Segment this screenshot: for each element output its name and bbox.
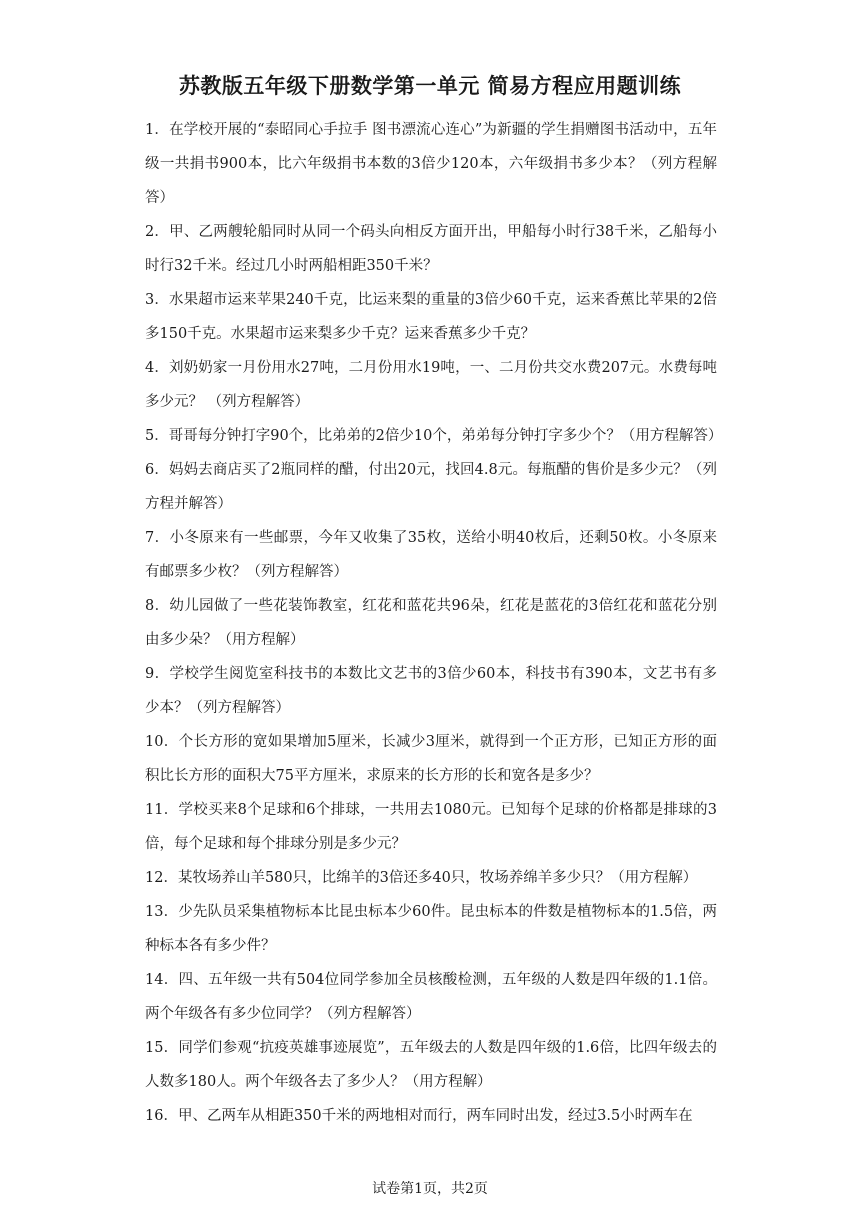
question-9: 9．学校学生阅览室科技书的本数比文艺书的3倍少60本，科技书有390本，文艺书有多少本？（列方程解答） [145,666,717,716]
question-2: 2．甲、乙两艘轮船同时从同一个码头向相反方面开出，甲船每小时行38千米，乙船每小时行32千米。经过几小时两船相距350千米？ [145,224,717,274]
question-3: 3．水果超市运来苹果240千克，比运来梨的重量的3倍少60千克，运来香蕉比苹果的2倍多150千克。水果超市运来梨多少千克？运来香蕉多少千克？ [145,292,717,342]
question-7: 7．小冬原来有一些邮票，今年又收集了35枚，送给小明40枚后，还剩50枚。小冬原来有邮票多少枚？（列方程解答） [145,530,717,580]
question-list [145,113,723,1133]
question-4: 4．刘奶奶家一月份用水27吨，二月份用水19吨，一、二月份共交水费207元。水费每吨多少元？ （列方程解答） [145,360,717,410]
page-footer: 试卷第1页，共2页 [372,1181,488,1197]
question-15: 15．同学们参观“抗疫英雄事迹展览”，五年级去的人数是四年级的1.6倍，比四年级去的人数多180人。两个年级各去了多少人？（用方程解） [145,1040,717,1090]
question-1: 1．在学校开展的“泰昭同心手拉手 图书漂流心连心”为新疆的学生捐赠图书活动中，五年级一共捐书900本，比六年级捐书本数的3倍少120本，六年级捐书多少本？（列方程解答） [145,122,717,206]
question-5: 5．哥哥每分钟打字90个，比弟弟的2倍少10个，弟弟每分钟打字多少个？（用方程解答） [145,428,723,444]
question-8: 8．幼儿园做了一些花装饰教室，红花和蓝花共96朵，红花是蓝花的3倍红花和蓝花分别由多少朵？（用方程解） [145,598,717,648]
question-10: 10．个长方形的宽如果增加5厘米，长减少3厘米，就得到一个正方形，已知正方形的面积比长方形的面积大75平方厘米，求原来的长方形的长和宽各是多少？ [145,734,717,784]
question-12: 12．某牧场养山羊580只，比绵羊的3倍还多40只，牧场养绵羊多少只？（用方程解） [145,870,698,886]
question-14: 14．四、五年级一共有504位同学参加全员核酸检测，五年级的人数是四年级的1.1倍。两个年级各有多少位同学？（列方程解答） [145,972,717,1022]
question-13: 13．少先队员采集植物标本比昆虫标本少60件。昆虫标本的件数是植物标本的1.5倍，两种标本各有多少件？ [145,904,717,954]
question-6: 6．妈妈去商店买了2瓶同样的醋，付出20元，找回4.8元。每瓶醋的售价是多少元？（列方程并解答） [145,462,717,512]
document-title: 苏教版五年级下册数学第一单元 简易方程应用题训练 [178,73,682,98]
question-16: 16．甲、乙两车从相距350千米的两地相对而行，两车同时出发，经过3.5小时两车在 [145,1108,693,1124]
question-11: 11．学校买来8个足球和6个排球，一共用去1080元。已知每个足球的价格都是排球的3倍，每个足球和每个排球分别是多少元？ [145,802,717,852]
